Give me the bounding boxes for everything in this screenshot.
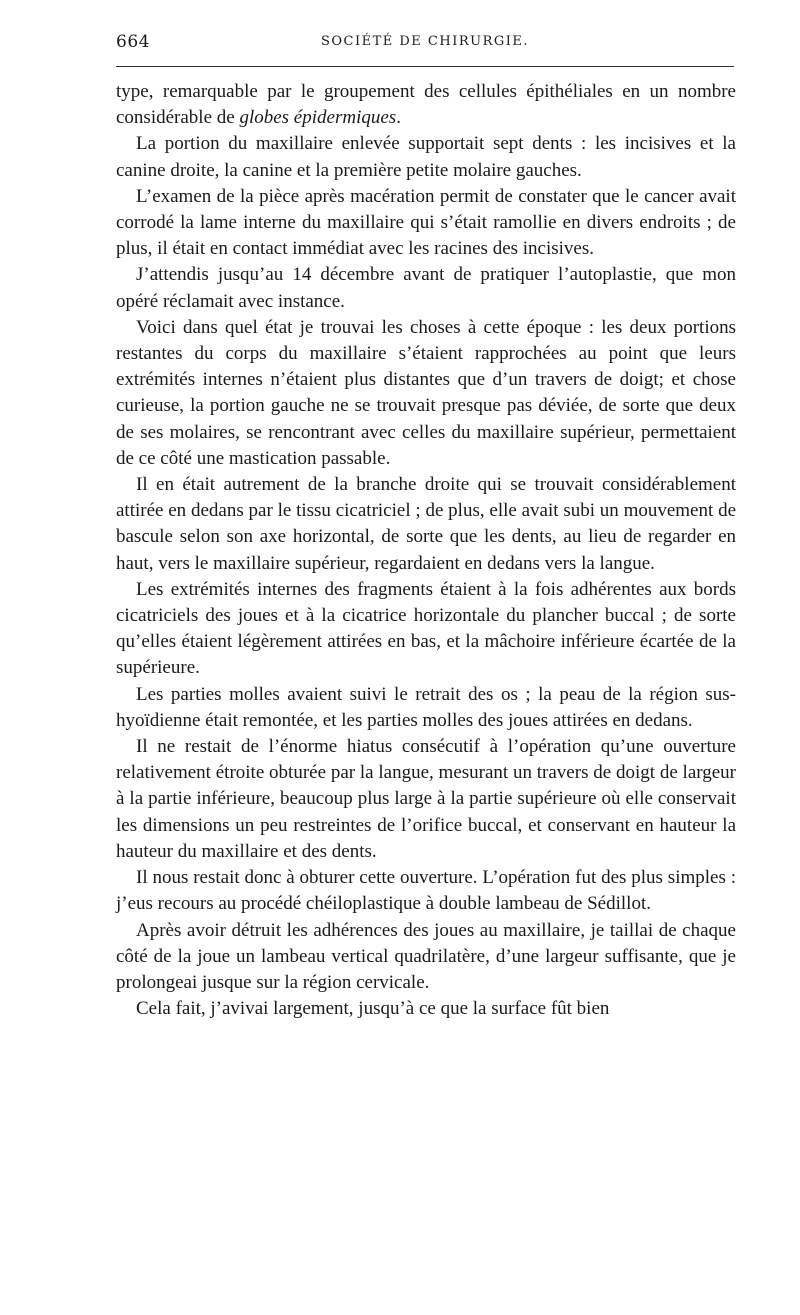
paragraph-1 [116,79,736,131]
paragraph-11: Après avoir détruit les adhérences des joues au maxillaire, je taillai de chaque côté de la joue un lambeau vertical quadrilatère, d’une largeur suffisante, que je prolongeai jusque sur la région cervicale. [116,919,736,993]
paragraph-1-emphasis: globes épidermiques [239,107,397,129]
page-header [116,32,734,56]
paragraph-12: Cela fait, j’avivai largement, jusqu’à ce que la surface fût bien [136,998,610,1020]
paragraph-6: Il en était autrement de la branche droite qui se trouvait considérablement attirée en dedans par le tissu cicatriciel ; de plus, elle avait subi un mouvement de bascule selon son axe horizontal, de sorte que les dents, au lieu de regarder en haut, vers le maxillaire supérieur, regardaient en dedans vers la langue. [116,474,736,574]
paragraph-2: La portion du maxillaire enlevée supportait sept dents : les incisives et la canine droite, la canine et la première petite molaire gauches. [116,133,736,181]
body-text [116,79,736,1022]
paragraph-8: Les parties molles avaient suivi le retrait des os ; la peau de la région sus-hyoïdienne était remontée, et les parties molles des joues attirées en dedans. [116,683,736,731]
paragraph-5: Voici dans quel état je trouvai les choses à cette époque : les deux portions restantes du corps du maxillaire s’étaient rapprochées au point que leurs extrémités internes n’étaient plus distantes que d’un travers de doigt; et chose curieuse, la portion gauche ne se trouvait presque pas déviée, de sorte que deux de ses molaires, se rencontrant avec celles du maxillaire supérieur, permettaient de ce côté une mastication passable. [116,316,736,469]
running-head: SOCIÉTÉ DE CHIRURGIE. [320,34,530,49]
paragraph-3: L’examen de la pièce après macération permit de constater que le cancer avait corrodé la lame interne du maxillaire qui s’était ramollie en divers endroits ; de plus, il était en contact immédiat avec les racines des incisives. [116,185,736,260]
paragraph-4: J’attendis jusqu’au 14 décembre avant de pratiquer l’autoplastie, que mon opéré réclamait avec instance. [116,264,736,312]
header-rule [116,66,734,67]
paragraph-9: Il ne restait de l’énorme hiatus consécutif à l’opération qu’une ouverture relativement étroite obturée par la langue, mesurant un travers de doigt de largeur à la partie inférieure, beaucoup plus large à la partie supérieure où elle conservait les dimensions un peu restreintes de l’orifice buccal, et conservant en hauteur la hauteur du maxillaire et des dents. [116,736,736,862]
paragraph-1-end: . [396,107,401,129]
paragraph-10: Il nous restait donc à obturer cette ouverture. L’opération fut des plus simples : j’eus recours au procédé chéiloplastique à double lambeau de Sédillot. [116,867,736,915]
page-number: 664 [116,32,150,52]
paragraph-1-text: type, remarquable par le groupement des cellules épithéliales en un nombre considérable de [116,81,736,129]
paragraph-7: Les extrémités internes des fragments étaient à la fois adhérentes aux bords cicatriciels des joues et à la cicatrice horizontale du plancher buccal ; de sorte qu’elles étaient légèrement attirées en bas, et la mâchoire inférieure écartée de la supérieure. [116,578,736,679]
